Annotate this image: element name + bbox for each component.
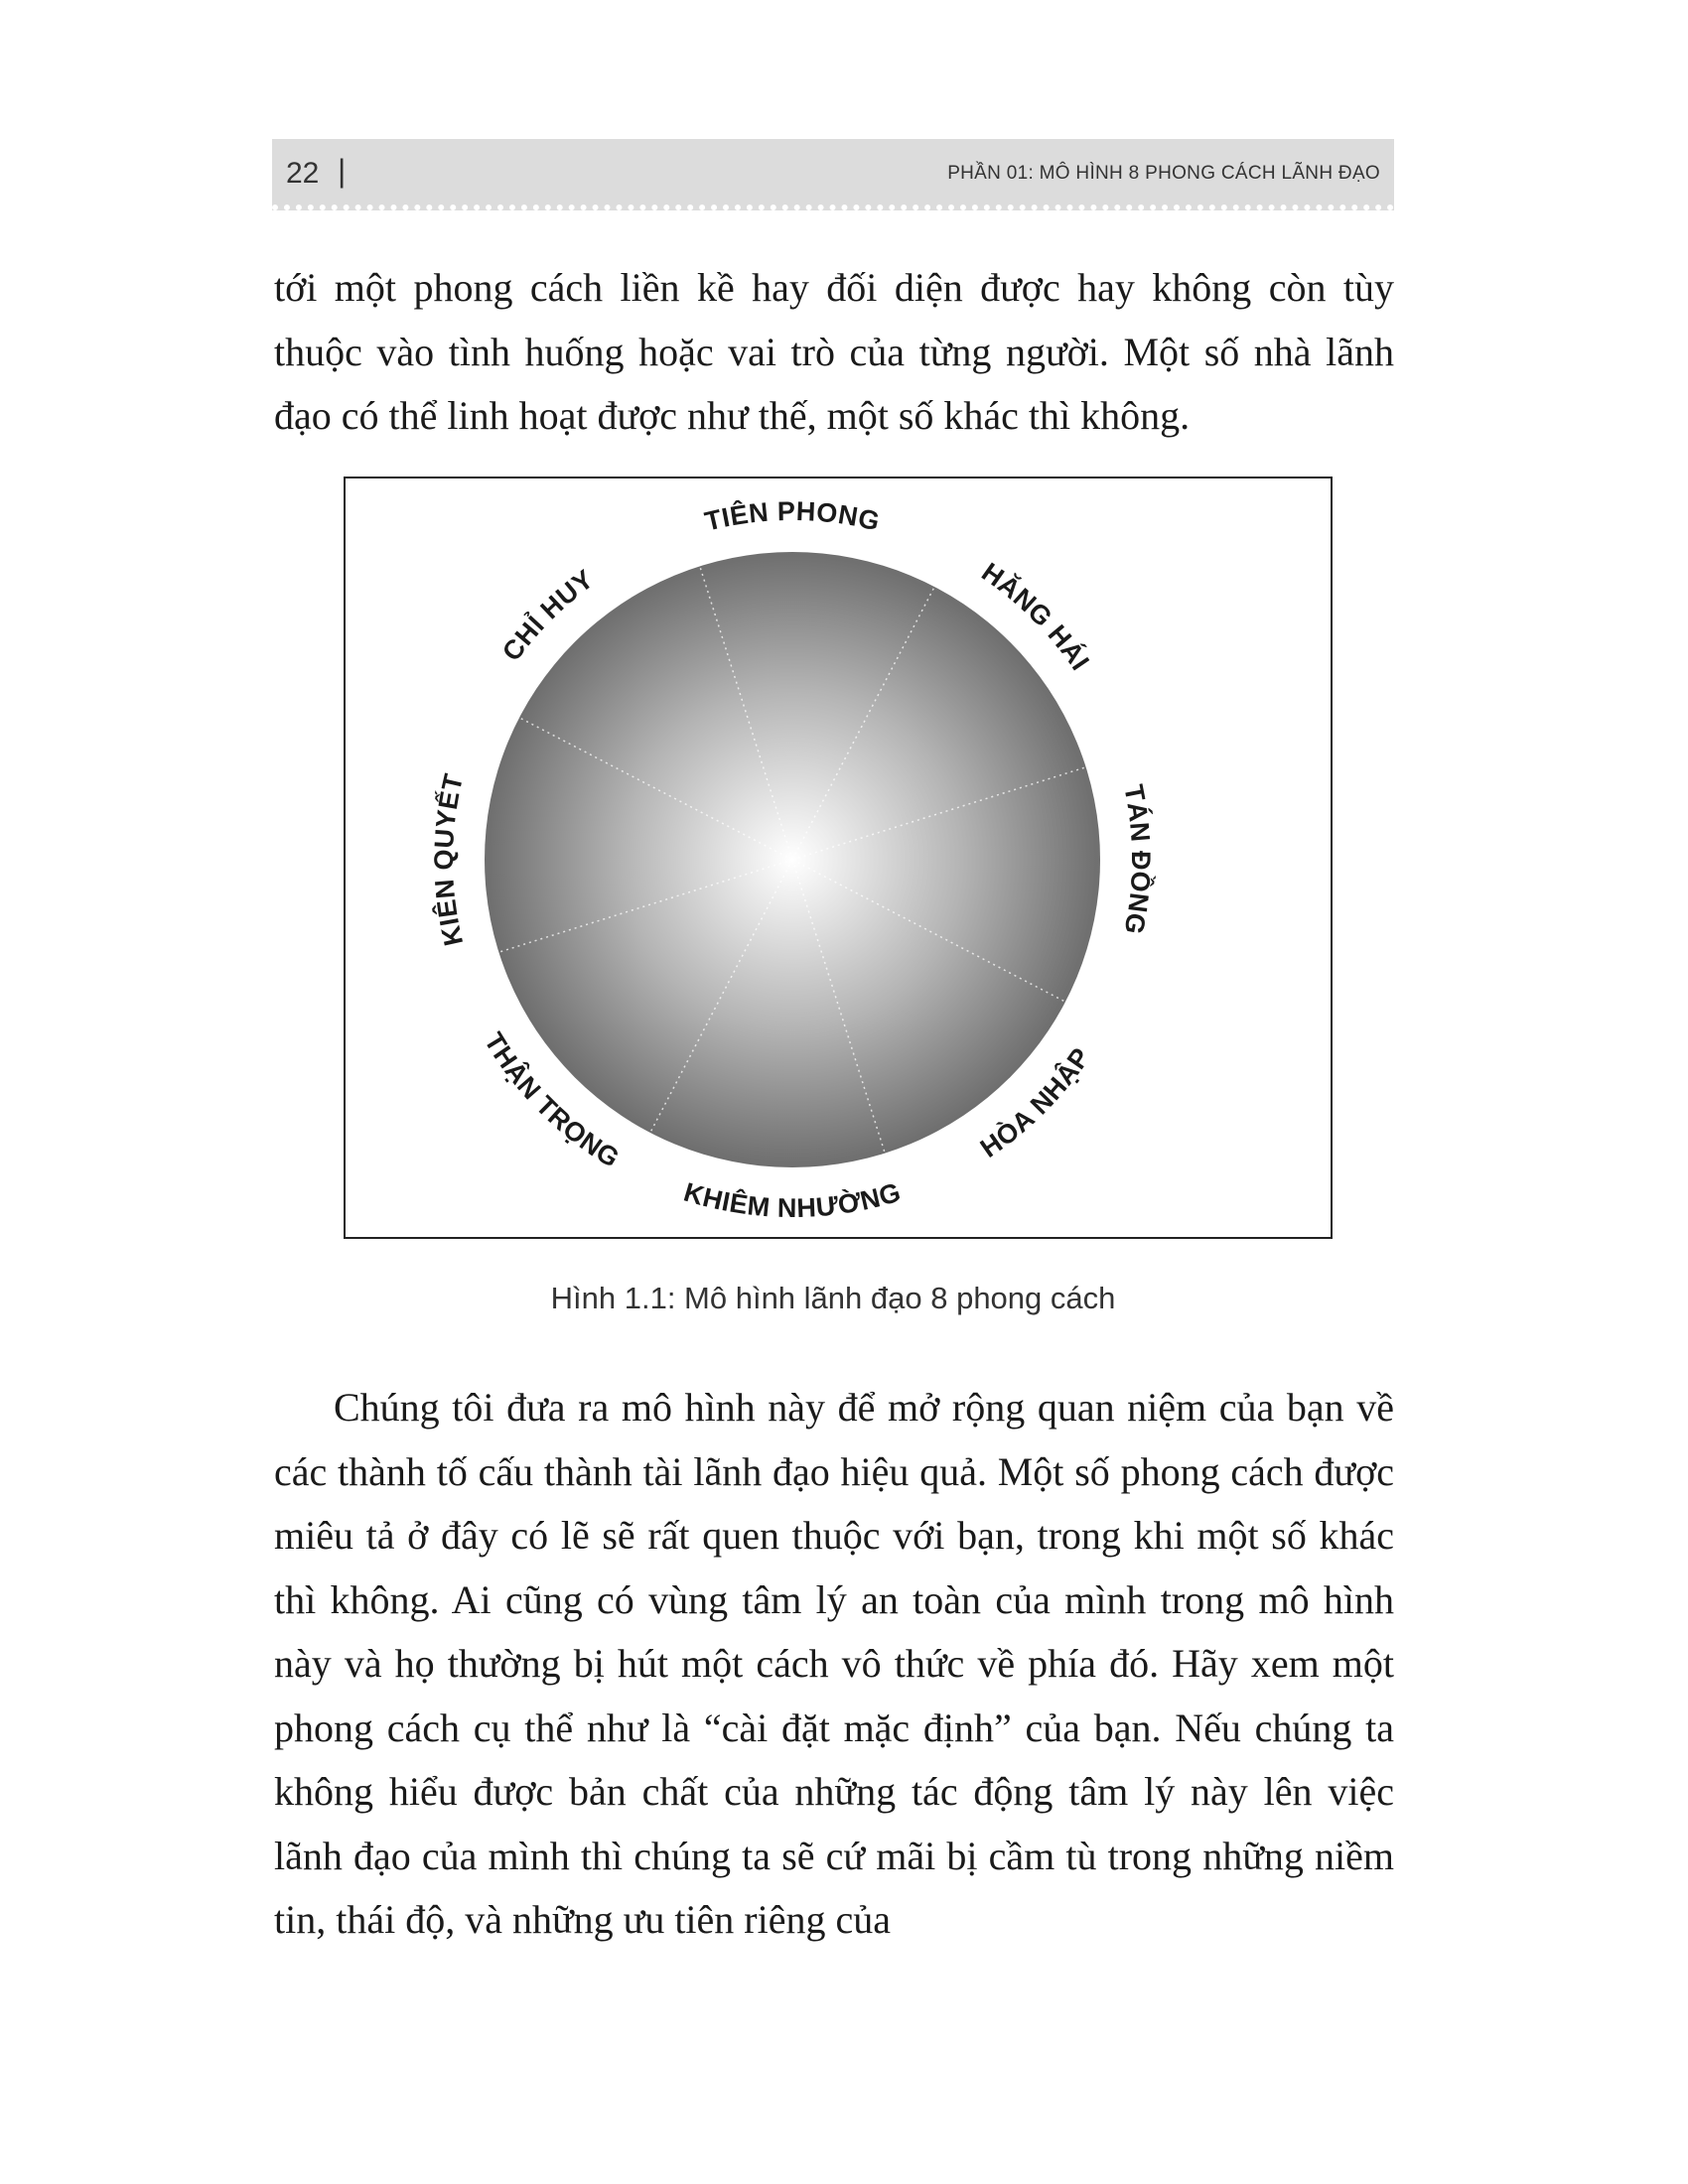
wheel-label-text: THẬN TRỌNG: [478, 1026, 626, 1174]
wheel-label-text: KHIÊM NHƯỜNG: [680, 1176, 905, 1224]
figure-caption: Hình 1.1: Mô hình lãnh đạo 8 phong cách: [550, 1281, 1116, 1315]
leadership-wheel: [346, 478, 1331, 1237]
wheel-label-text: HĂNG HÁI: [976, 556, 1096, 676]
wheel-label-text: KIÊN QUYẾT: [428, 770, 470, 949]
page-number: 22: [286, 157, 320, 190]
wheel-label: [1118, 782, 1157, 937]
body-paragraph-2: Chúng tôi đưa ra mô hình này để mở rộng quan niệm của bạn về các thành tố cấu thành tài lãnh đạo hiệu quả. Một số phong cách được miêu tả ở đây có lẽ sẽ rất quen thuộc với bạn, trong khi một số khác thì không. Ai cũng có vùng tâm lý an toàn của mình trong mô hình này và họ thường bị hút một cách vô thức về phía đó. Hãy xem một phong cách cụ thể như là “cài đặt mặc định” của bạn. Nếu chúng ta không hiểu được bản chất của những tác động tâm lý này lên việc lãnh đạo của mình thì chúng ta sẽ cứ mãi bị cầm tù trong những niềm tin, thái độ, và những ưu tiên riêng của: [274, 1385, 1394, 1942]
running-head-title: PHẦN 01: MÔ HÌNH 8 PHONG CÁCH LÃNH ĐẠO: [947, 163, 1380, 184]
wheel-label-text: TÁN ĐỒNG: [1118, 781, 1157, 937]
wheel-label-text: TIÊN PHONG: [701, 495, 883, 537]
wheel-label-text: CHỈ HUY: [495, 563, 600, 667]
wheel-label: [702, 496, 883, 537]
header-separator: |: [338, 153, 347, 189]
body-paragraph-1: tới một phong cách liền kề hay đối diện được hay không còn tùy thuộc vào tình huống hoặc vai trò của từng người. Một số nhà lãnh đạo có thể linh hoạt được như thế, một số khác thì không.: [274, 265, 1394, 438]
wheel-label-text: HÒA NHẬP: [974, 1041, 1096, 1163]
wheel-label: [680, 1177, 904, 1224]
leadership-wheel-figure: [344, 477, 1333, 1239]
running-header: [272, 139, 1394, 210]
wheel-label: [429, 770, 469, 948]
